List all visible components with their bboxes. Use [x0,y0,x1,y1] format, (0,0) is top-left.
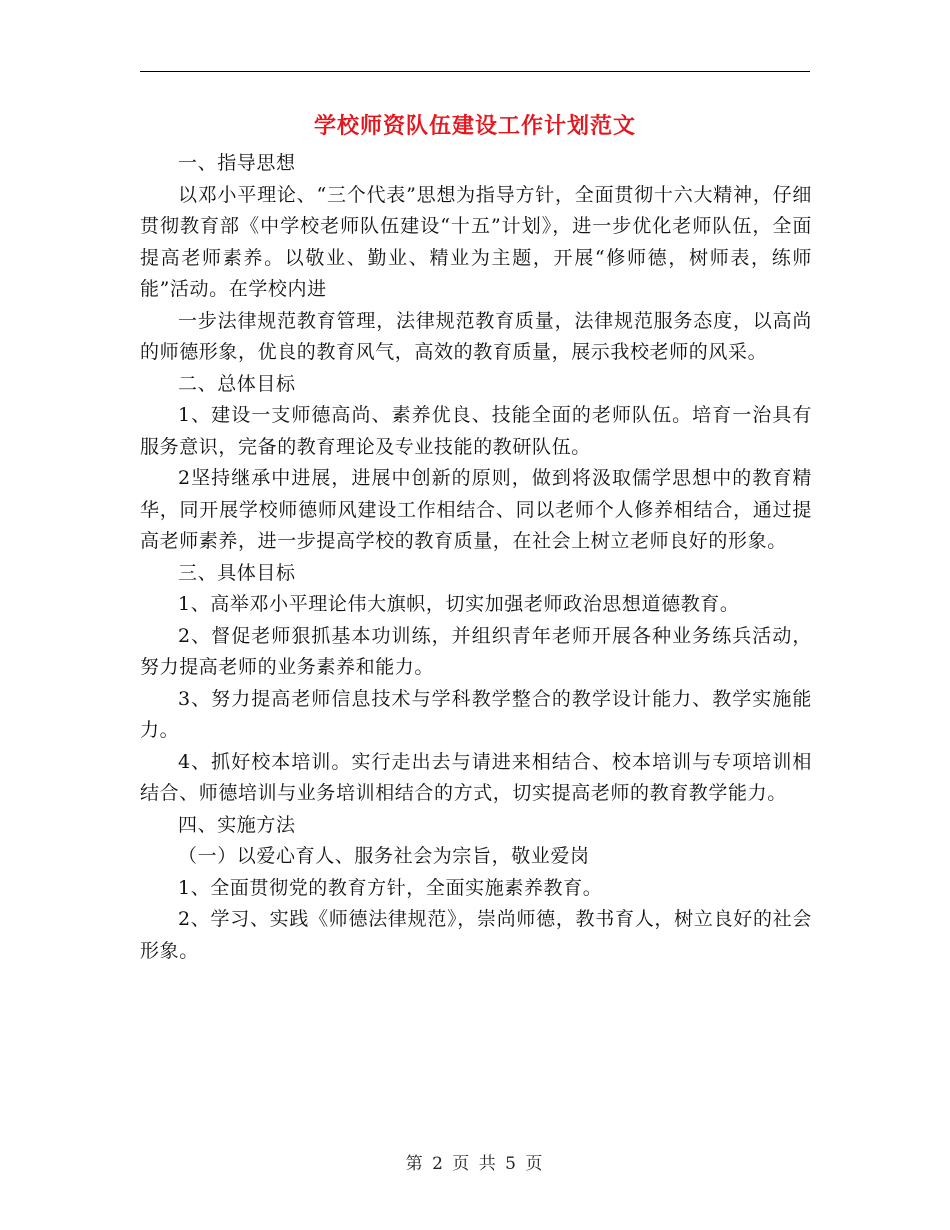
paragraph: 3、努力提高老师信息技术与学科教学整合的教学设计能力、教学实施能力。 [140,687,812,741]
section-heading-implementation: 四、实施方法 [178,813,296,836]
paragraph: 2坚持继承中进展，进展中创新的原则，做到将汲取儒学思想中的教育精华，同开展学校师德师风建设工作相结合、同以老师个人修养相结合，通过提高老师素养，进一步提高学校的教育质量，在社会上树立老师良好的形象。 [140,467,812,552]
paragraph: 1、全面贯彻党的教育方针，全面实施素养教育。 [178,876,603,899]
section-heading-specific-goals: 三、具体目标 [178,561,296,584]
paragraph: 2、督促老师狠抓基本功训练，并组织青年老师开展各种业务练兵活动，努力提高老师的业务素养和能力。 [140,624,812,678]
section-heading-overall-goals: 二、总体目标 [178,372,296,395]
subsection-heading: （一）以爱心育人、服务社会为宗旨，敬业爱岗 [178,845,590,867]
section-heading-guiding-ideology: 一、指导思想 [178,152,296,174]
paragraph: 以邓小平理论、“三个代表”思想为指导方针，全面贯彻十六大精神，仔细贯彻教育部《中学校老师队伍建设“十五”计划》，进一步优化老师队伍，全面提高老师素养。以敬业、勤业、精业为主题，开展“修师德，树师表，练师能”活动。在学校内进 [140,183,812,300]
paragraph: 4、抓好校本培训。实行走出去与请进来相结合、校本培训与专项培训相结合、师德培训与业务培训相结合的方式，切实提高老师的教育教学能力。 [140,750,812,804]
paragraph: 一步法律规范教育管理，法律规范教育质量，法律规范服务态度，以高尚的师德形象，优良的教育风气，高效的教育质量，展示我校老师的风采。 [140,309,812,363]
paragraph: 2、学习、实践《师德法律规范》，崇尚师德，教书育人，树立良好的社会形象。 [140,908,812,962]
header-rule [140,71,810,72]
paragraph: 1、高举邓小平理论伟大旗帜，切实加强老师政治思想道德教育。 [178,593,740,615]
paragraph: 1、建设一支师德高尚、素养优良、技能全面的老师队伍。培育一治具有服务意识，完备的教育理论及专业技能的教研队伍。 [140,404,812,458]
document-body [140,148,812,967]
page-number: 第 2 页 共 5 页 [405,1154,545,1174]
document-title: 学校师资队伍建设工作计划范文 [313,113,636,139]
